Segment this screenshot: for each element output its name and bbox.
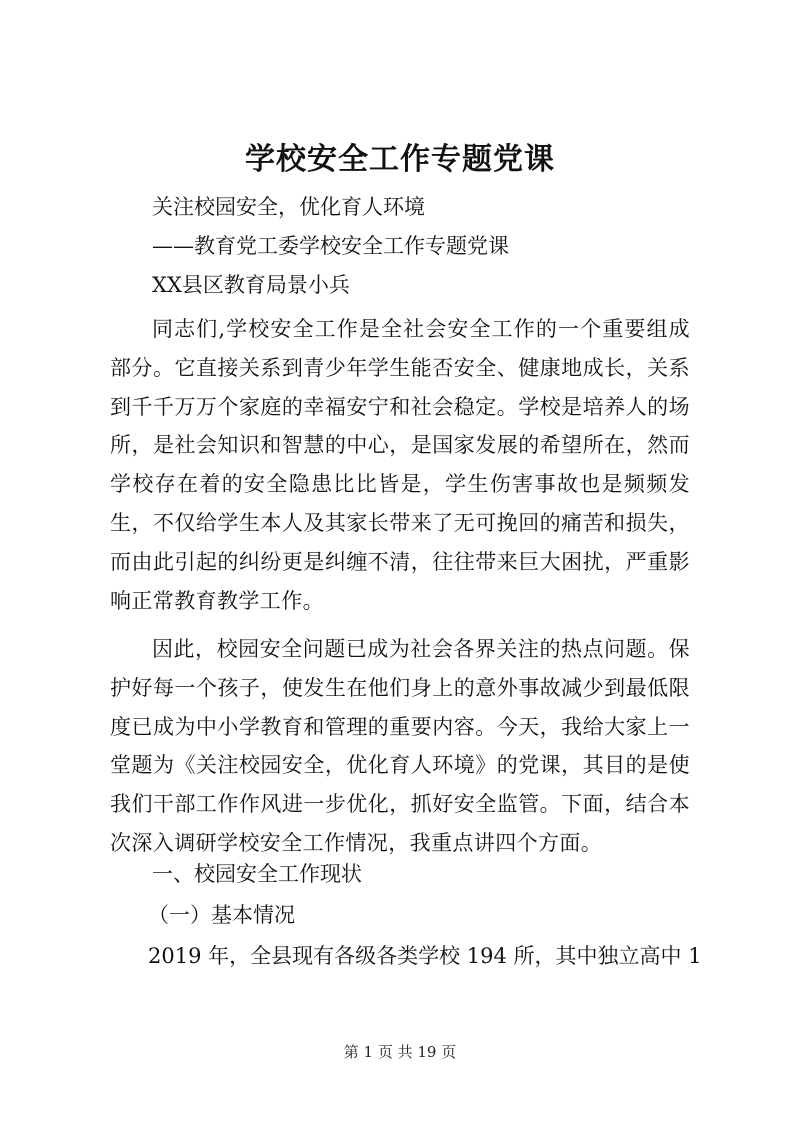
body-line-last: 2019 年，全县现有各级各类学校 194 所，其中独立高中 1 <box>148 944 702 968</box>
section-heading: 一、校园安全工作现状 <box>152 862 362 886</box>
subtitle: 关注校园安全，优化育人环境 <box>152 195 425 219</box>
body-paragraph-2: 因此，校园安全问题已成为社会各界关注的热点问题。保护好每一个孩子，使发生在他们身上的意外事故减少到最低限度已成为中小学教育和管理的重要内容。今天，我给大家上一堂题为《关注校园安全，优化育人环境》的党课，其目的是使我们干部工作作风进一步优化，抓好安全监管。下面，结合本次深入调研学校安全工作情况，我重点讲四个方面。 <box>110 637 690 855</box>
body-paragraph-1: 同志们,学校安全工作是全社会安全工作的一个重要组成部分。它直接关系到青少年学生能否安全、健康地成长，关系到千千万万个家庭的幸福安宁和社会稳定。学校是培养人的场所，是社会知识和智慧的中心，是国家发展的希望所在，然而学校存在着的安全隐患比比皆是，学生伤害事故也是频频发生，不仅给学生本人及其家长带来了无可挽回的痛苦和损失，而由此引起的纠纷更是纠缠不清，往往带来巨大困扰，严重影响正常教育教学工作。 <box>110 317 690 613</box>
document-title: 学校安全工作专题党课 <box>245 142 555 177</box>
author-line: XX县区教育局景小兵 <box>152 273 350 297</box>
subsection-heading: （一）基本情况 <box>148 903 295 927</box>
page-number-footer: 第 1 页 共 19 页 <box>343 1043 457 1061</box>
subtitle-secondary: ——教育党工委学校安全工作专题党课 <box>152 234 509 258</box>
